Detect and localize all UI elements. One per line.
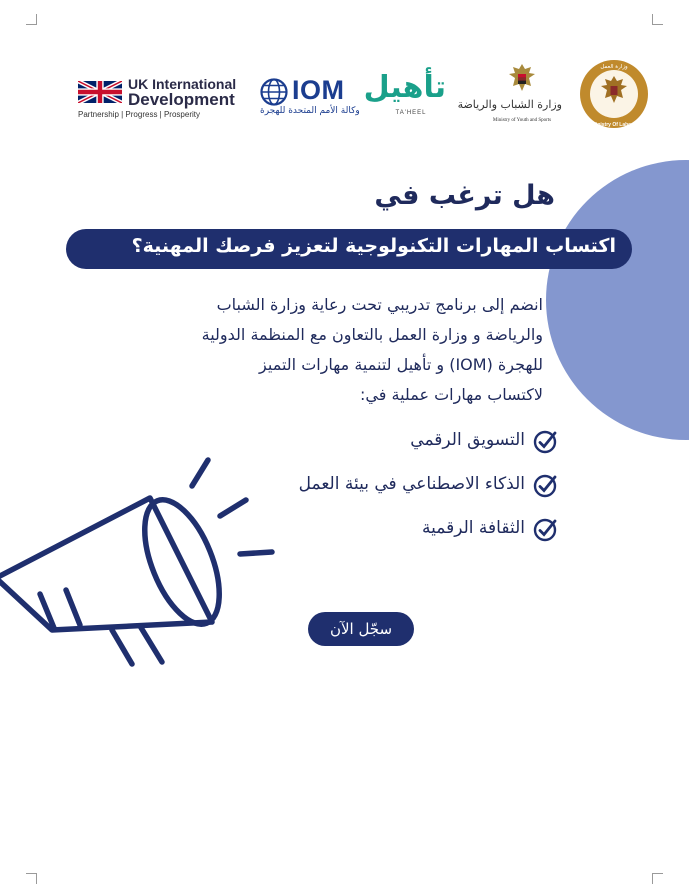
egypt-eagle-emblem-icon	[504, 60, 540, 96]
description-line: انضم إلى برنامج تدريبي تحت رعاية وزارة الشباب	[216, 295, 543, 314]
taheel-english-wordmark: TA'HEEL	[395, 110, 427, 116]
crop-mark-bottom-left	[26, 873, 37, 884]
check-circle-icon	[533, 474, 557, 498]
uk-logo-line2: Development	[128, 90, 235, 109]
iom-logo	[258, 76, 358, 120]
iom-wordmark: IOM	[292, 75, 345, 105]
decorative-circle	[546, 160, 689, 440]
description-line: لاكتساب مهارات عملية في:	[360, 385, 543, 404]
description-line: للهجرة (IOM) و تأهيل لتنمية مهارات التميز	[259, 355, 543, 374]
check-circle-icon	[533, 430, 557, 454]
description-line: والرياضة و وزارة العمل بالتعاون مع المنظمة الدولية	[201, 325, 543, 344]
youth-ministry-english-name: Ministry of Youth and Sports	[492, 118, 552, 123]
headline-banner-text: اكتساب المهارات التكنولوجية لتعزيز فرصك المهنية؟	[131, 235, 616, 257]
labour-seal-icon	[578, 58, 650, 130]
svg-text:وزارة العمل: وزارة العمل	[600, 64, 628, 70]
skill-label: الذكاء الاصطناعي في بيئة العمل	[298, 474, 525, 494]
check-circle-icon	[533, 518, 557, 542]
crop-mark-top-right	[652, 14, 663, 25]
headline-banner	[66, 229, 632, 269]
headline-question: هل ترغب في	[374, 180, 555, 211]
taheel-logo	[363, 66, 446, 126]
ministry-of-labour-seal	[578, 58, 650, 134]
skill-label: التسويق الرقمي	[410, 430, 525, 450]
union-jack-flag-icon	[78, 78, 122, 106]
uk-international-development-logo	[78, 76, 248, 124]
ministry-youth-sports-logo	[457, 60, 562, 130]
svg-text:Ministry Of Labour: Ministry Of Labour	[591, 122, 637, 128]
megaphone-icon	[0, 450, 290, 670]
taheel-arabic-wordmark: تأهيل	[363, 70, 446, 105]
crop-mark-bottom-right	[652, 873, 663, 884]
skill-label: الثقافة الرقمية	[422, 518, 525, 538]
program-description	[123, 290, 543, 410]
uk-logo-line1: UK International	[128, 76, 237, 92]
iom-arabic-name: وكالة الأمم المتحدة للهجرة	[260, 106, 360, 116]
iom-globe-icon	[260, 78, 288, 106]
uk-logo-tagline: Partnership | Progress | Prosperity	[78, 110, 200, 119]
crop-mark-top-left	[26, 14, 37, 25]
youth-ministry-arabic-name: وزارة الشباب والرياضة	[457, 98, 562, 111]
register-now-button[interactable]	[308, 612, 414, 646]
register-now-label: سجّل الآن	[329, 620, 393, 638]
